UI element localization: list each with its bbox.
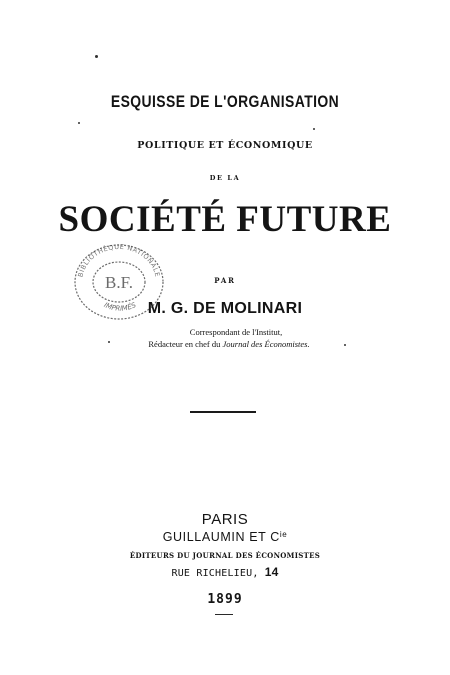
address-street: RUE RICHELIEU, bbox=[171, 568, 265, 579]
publisher-name bbox=[0, 530, 450, 544]
title-line-2: POLITIQUE ET ÉCONOMIQUE bbox=[137, 140, 313, 151]
paper-speck bbox=[108, 341, 110, 343]
paper-speck bbox=[95, 55, 98, 58]
main-title: SOCIÉTÉ FUTURE bbox=[58, 199, 392, 240]
title-line-3: DE LA bbox=[209, 174, 241, 182]
author-name: M. G. DE MOLINARI bbox=[147, 300, 303, 317]
author-credit-2 bbox=[0, 339, 450, 349]
horizontal-rule bbox=[190, 411, 256, 413]
author-credit-2-prefix: Rédacteur en chef du bbox=[148, 339, 223, 349]
journal-name: Journal des Économistes. bbox=[222, 339, 310, 349]
publisher-name-sup: ie bbox=[279, 530, 288, 539]
author-credit-1: Correspondant de l'Institut, bbox=[189, 327, 283, 337]
publisher-name-text: GUILLAUMIN ET C bbox=[162, 530, 280, 544]
publisher-address bbox=[0, 565, 450, 579]
stamp-center-text: B.F. bbox=[105, 273, 133, 292]
paper-speck bbox=[313, 128, 315, 130]
title-line-1: ESQUISSE DE L'ORGANISATION bbox=[110, 92, 340, 111]
short-dash bbox=[215, 614, 233, 615]
paper-speck bbox=[78, 122, 80, 124]
by-line: PAR bbox=[214, 276, 236, 285]
publication-year: 1899 bbox=[207, 592, 243, 607]
stamp-ring-text: BIBLIOTHÈQUE NATIONALE bbox=[76, 242, 162, 278]
publisher-description: ÉDITEURS DU JOURNAL DES ÉCONOMISTES bbox=[129, 551, 321, 560]
paper-speck bbox=[344, 344, 346, 346]
stamp-bottom-text: IMPRIMÉS bbox=[102, 301, 138, 313]
address-number: 14 bbox=[264, 565, 279, 579]
library-stamp bbox=[70, 238, 168, 320]
publication-city: PARIS bbox=[201, 511, 249, 528]
